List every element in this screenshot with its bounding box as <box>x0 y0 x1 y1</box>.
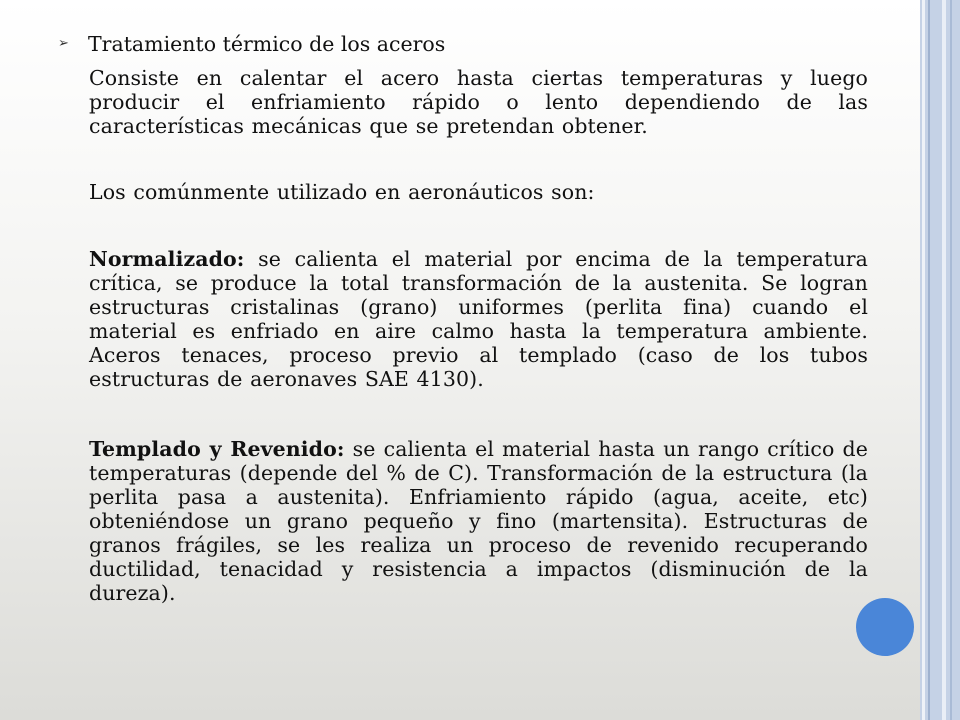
slide-content <box>58 30 868 605</box>
frame-stripe <box>922 0 925 720</box>
frame-stripe <box>928 0 930 720</box>
decorative-circle <box>856 598 914 656</box>
normalizado-term: Normalizado: <box>89 247 245 271</box>
heading-row <box>58 30 868 58</box>
templado-paragraph <box>89 437 868 605</box>
slide-heading: Tratamiento térmico de los aceros <box>88 32 446 56</box>
frame-stripe <box>942 0 946 720</box>
intro-paragraph: Consiste en calentar el acero hasta ciertas temperaturas y luego producir el enfriamiento rápido o lento dependiendo de las características mecánicas que se pretendan obtener. <box>89 66 868 138</box>
frame-stripe <box>950 0 952 720</box>
normalizado-paragraph <box>89 247 868 391</box>
slide-frame-decoration <box>920 0 960 720</box>
templado-text: se calienta el material hasta un rango crítico de temperaturas (depende del % de C). Transformación de la estructura (la perlita pasa a austenita). Enfriamiento rápido (agua, aceite, etc) obteniéndose un grano pequeño y fino (martensita). Estructuras de granos frágiles, se les realiza un proceso de revenido recuperando ductilidad, tenacidad y resistencia a impactos (disminución de la dureza). <box>89 437 868 605</box>
subtitle-paragraph: Los comúnmente utilizado en aeronáuticos son: <box>89 180 595 204</box>
normalizado-text: se calienta el material por encima de la temperatura crítica, se produce la total transformación de la austenita. Se logran estructuras cristalinas (grano) uniformes (perlita fina) cuando el material es enfriado en aire calmo hasta la temperatura ambiente. Aceros tenaces, proceso previo al templado (caso de los tubos estructuras de aeronaves SAE 4130). <box>89 247 868 391</box>
arrow-bullet-icon: ➢ <box>58 36 69 51</box>
templado-term: Templado y Revenido: <box>89 437 345 461</box>
